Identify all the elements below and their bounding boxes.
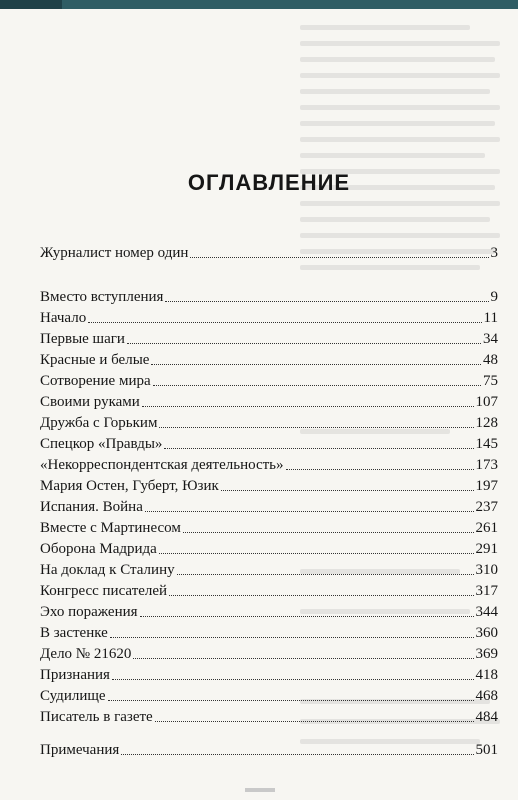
toc-entry-page: 3	[490, 245, 498, 261]
toc-entry-page: 9	[490, 289, 498, 305]
toc-entry-page: 291	[475, 541, 498, 557]
toc-dot-leader	[112, 679, 474, 680]
toc-entry-page: 369	[475, 646, 498, 662]
toc-entry	[40, 706, 498, 726]
toc-entry	[40, 559, 498, 579]
toc-dot-leader	[133, 658, 473, 659]
toc-dot-leader	[190, 257, 488, 258]
toc-entry-title: Своими руками	[40, 394, 140, 410]
toc-dot-leader	[177, 574, 474, 575]
toc-entry-page: 145	[475, 436, 498, 452]
toc-entry-page: 237	[475, 499, 498, 515]
toc-dot-leader	[221, 490, 474, 491]
toc-heading: ОГЛАВЛЕНИЕ	[187, 170, 351, 195]
toc-entry-page: 48	[483, 352, 498, 368]
toc-entry	[40, 517, 498, 537]
toc-entry-page: 75	[483, 373, 498, 389]
toc-dot-leader	[183, 532, 474, 533]
toc-dot-leader	[121, 754, 473, 755]
toc-dot-leader	[110, 637, 474, 638]
toc-entry	[40, 496, 498, 516]
toc-dot-leader	[127, 343, 481, 344]
toc-dot-leader	[286, 469, 474, 470]
toc-dot-leader	[140, 616, 474, 617]
toc-entry-page: 468	[475, 688, 498, 704]
toc-entry-title: Начало	[40, 310, 87, 326]
toc-entry-title: Эхо поражения	[40, 604, 138, 620]
toc-entry-title: Сотворение мира	[40, 373, 151, 389]
toc-entry-title: Дело № 21620	[40, 646, 132, 662]
toc-entry-title: Красные и белые	[40, 352, 150, 368]
toc-entry-page: 501	[475, 742, 498, 758]
toc-entry-title: Судилище	[40, 688, 106, 704]
toc-entry	[40, 580, 498, 600]
toc-entry-page: 344	[475, 604, 498, 620]
toc-entry-page: 418	[475, 667, 498, 683]
toc-entry	[40, 433, 498, 453]
toc-dot-leader	[169, 595, 473, 596]
toc-entry-title: Дружба с Горьким	[40, 415, 158, 431]
toc-entry-title: Журналист номер один	[40, 245, 189, 261]
toc-entry	[40, 685, 498, 705]
toc-dot-leader	[88, 322, 481, 323]
toc-dot-leader	[164, 448, 473, 449]
toc-entry-title: Конгресс писателей	[40, 583, 168, 599]
toc-entry	[40, 643, 498, 663]
toc-entry	[40, 622, 498, 642]
toc-entry	[40, 328, 498, 348]
toc-entry	[40, 538, 498, 558]
toc-entry	[40, 739, 498, 759]
toc-entry	[40, 454, 498, 474]
toc-entry-title: «Некорреспондентская деятельность»	[40, 457, 284, 473]
toc-entry-title: Оборона Мадрида	[40, 541, 157, 557]
toc-entry	[40, 664, 498, 684]
toc-dot-leader	[142, 406, 474, 407]
toc-entry	[40, 349, 498, 369]
toc-entry-title: Примечания	[40, 742, 120, 758]
toc-entry-page: 128	[475, 415, 498, 431]
toc-entry	[40, 391, 498, 411]
toc-dot-leader	[108, 700, 474, 701]
toc-dot-leader	[159, 427, 473, 428]
toc-entry	[40, 412, 498, 432]
toc-entry	[40, 242, 498, 262]
page-footer-mark	[245, 788, 275, 792]
toc-entry-title: Вместо вступления	[40, 289, 164, 305]
toc-entry-title: Первые шаги	[40, 331, 125, 347]
toc-dot-leader	[145, 511, 474, 512]
toc-entry-title: Мария Остен, Губерт, Юзик	[40, 478, 219, 494]
toc-page	[40, 0, 498, 800]
toc-entry-page: 360	[475, 625, 498, 641]
toc-entry-title: Испания. Война	[40, 499, 143, 515]
toc-entry	[40, 286, 498, 306]
toc-entry-title: Спецкор «Правды»	[40, 436, 163, 452]
toc-entry-page: 34	[483, 331, 498, 347]
toc-entry	[40, 475, 498, 495]
toc-entry-page: 11	[483, 310, 498, 326]
toc-dot-leader	[165, 301, 488, 302]
toc-dot-leader	[159, 553, 474, 554]
toc-entry-page: 484	[475, 709, 498, 725]
toc-dot-leader	[155, 721, 474, 722]
toc-entry-title: Признания	[40, 667, 110, 683]
toc-dot-leader	[151, 364, 481, 365]
toc-entry-page: 261	[475, 520, 498, 536]
toc-entry	[40, 307, 498, 327]
toc-entry	[40, 370, 498, 390]
toc-entry-title: В застенке	[40, 625, 108, 641]
toc-entry-title: На доклад к Сталину	[40, 562, 175, 578]
toc-entry-page: 197	[475, 478, 498, 494]
toc-entry	[40, 601, 498, 621]
toc-entry-page: 317	[475, 583, 498, 599]
toc-entry-page: 173	[475, 457, 498, 473]
toc-dot-leader	[153, 385, 481, 386]
toc-entry-title: Вместе с Мартинесом	[40, 520, 181, 536]
toc-entry-title: Писатель в газете	[40, 709, 153, 725]
toc-entry-page: 107	[475, 394, 498, 410]
toc-entry-page: 310	[475, 562, 498, 578]
